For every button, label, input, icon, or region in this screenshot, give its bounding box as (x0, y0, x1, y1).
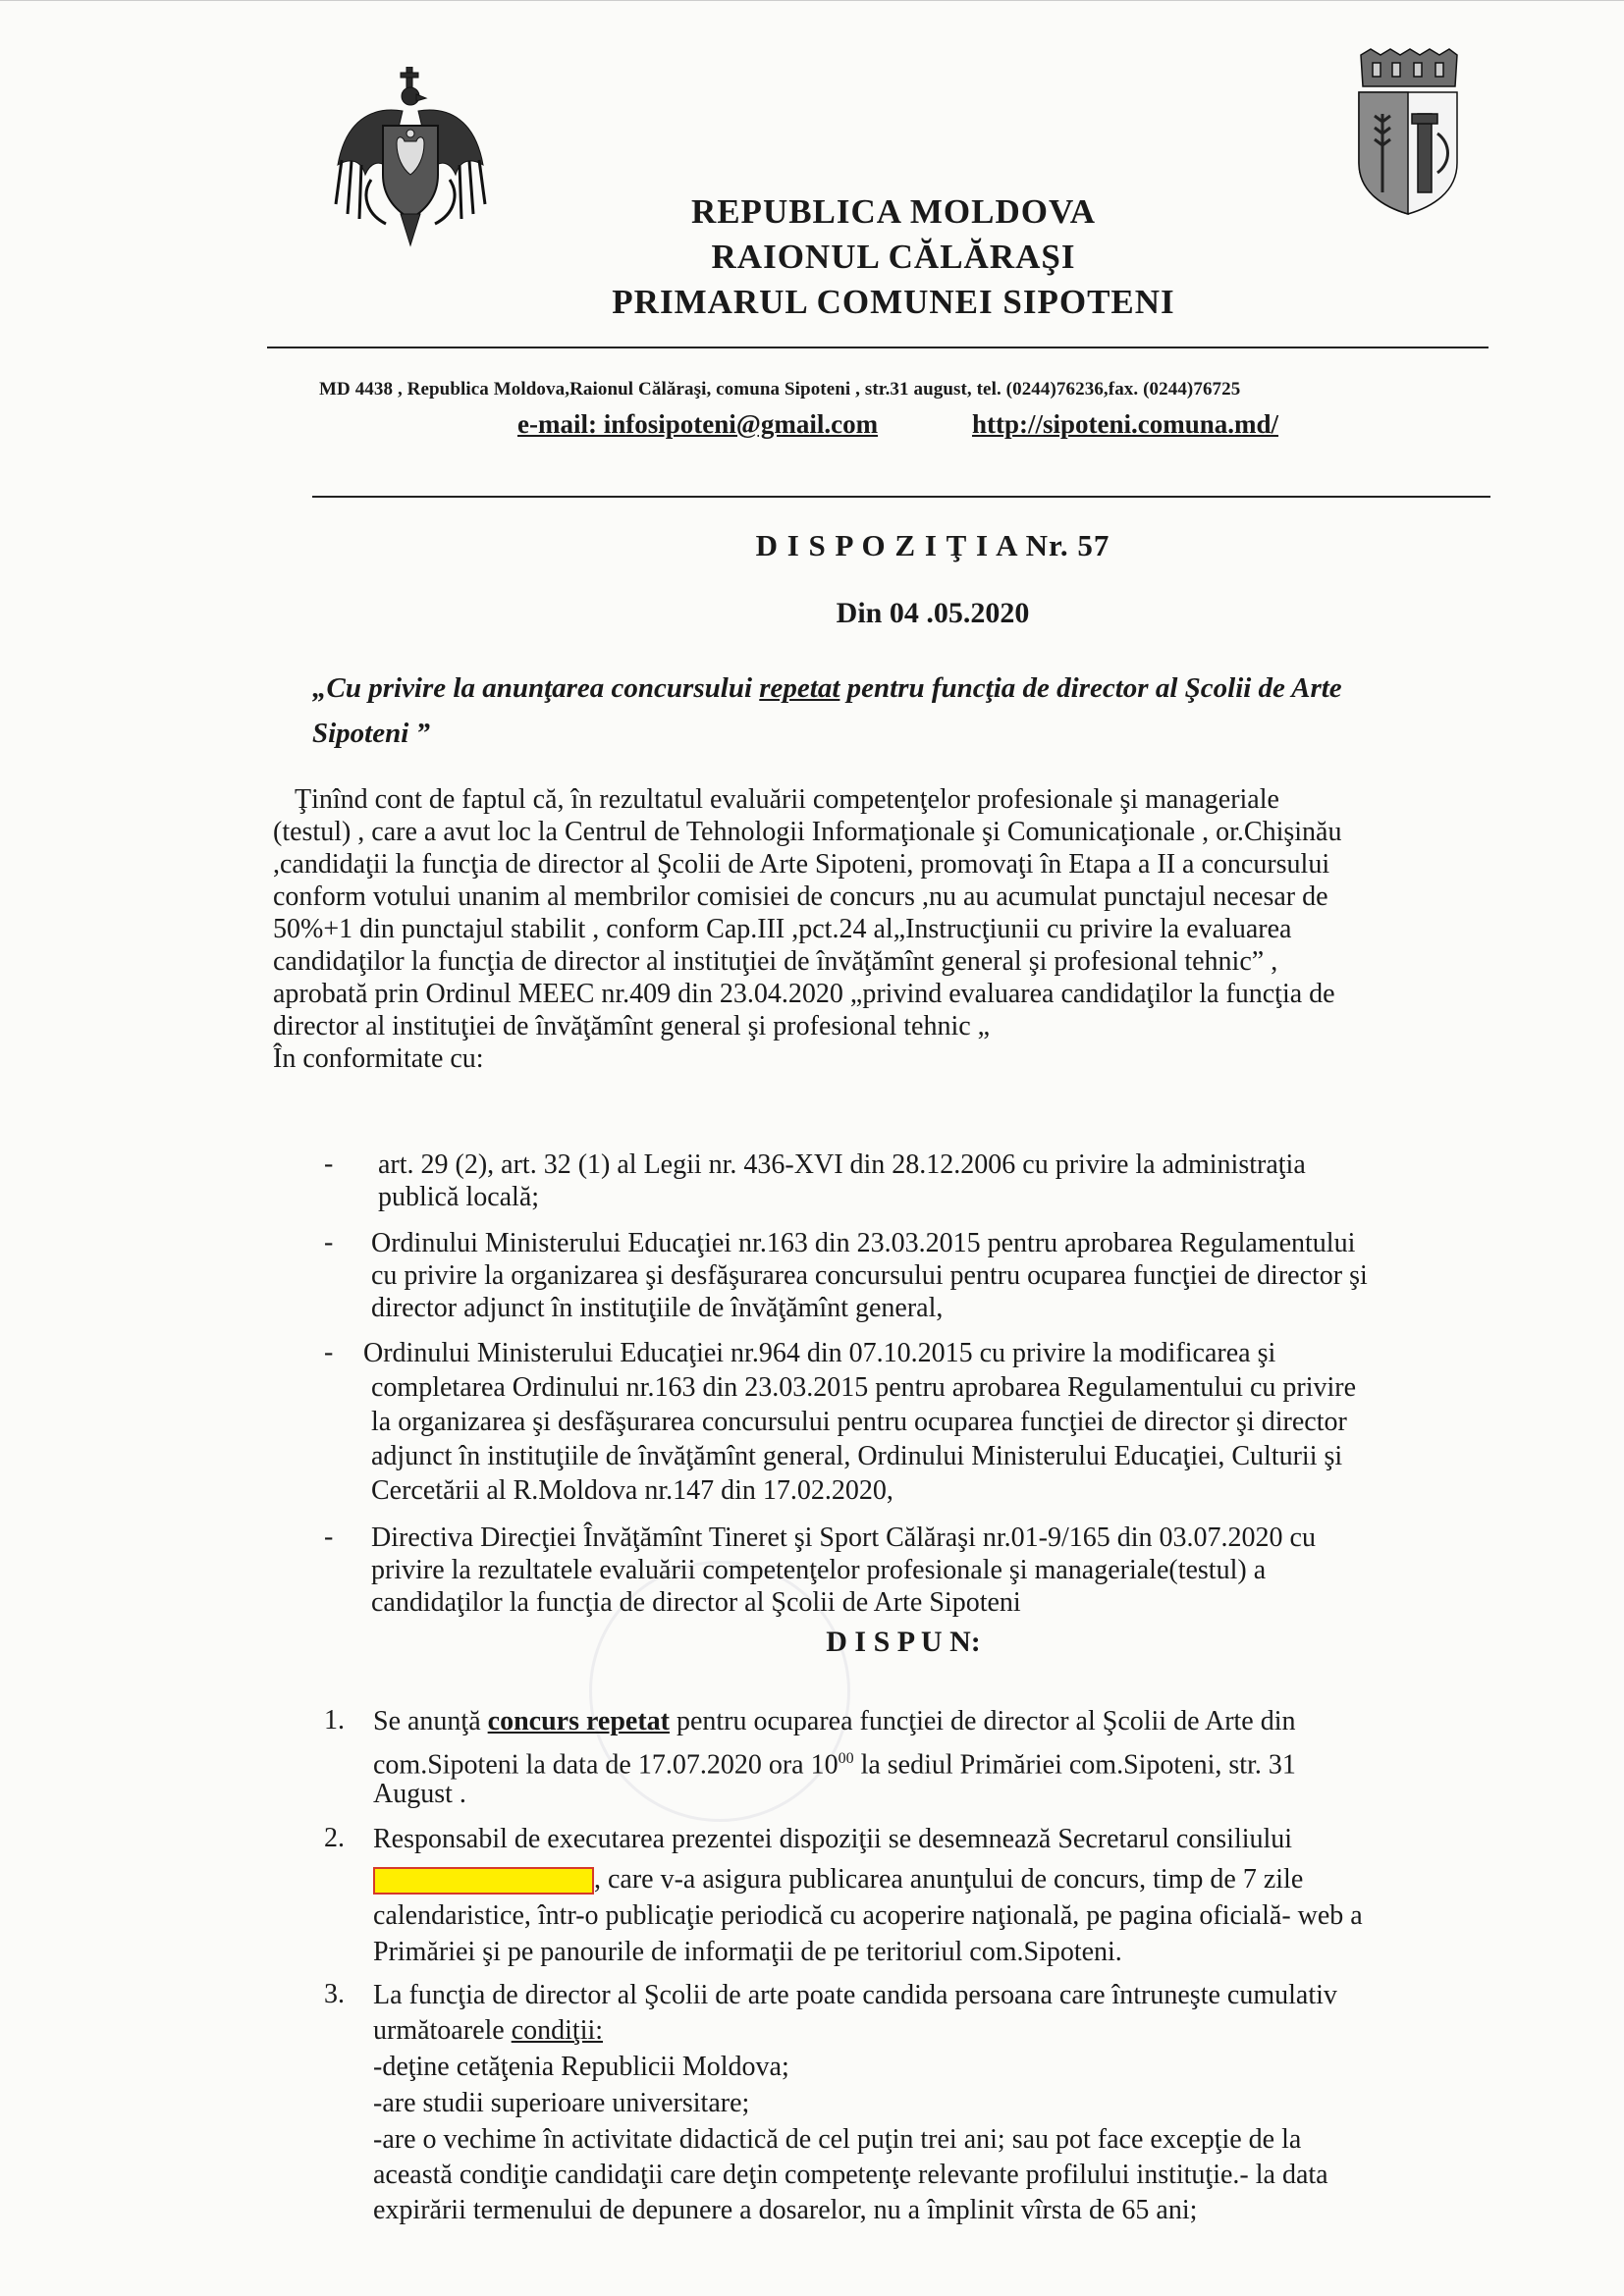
legal-line: art. 29 (2), art. 32 (1) al Legii nr. 436-XVI din 28.12.2006 cu privire la administraţia (378, 1149, 1306, 1180)
legal-line: Cercetării al R.Moldova nr.147 din 17.02.2020, (371, 1475, 893, 1506)
header-rule-bottom (312, 496, 1490, 498)
item-number: 3. (324, 1979, 345, 2009)
condition-line: -are studii superioare universitare; (373, 2088, 750, 2118)
item-1-text: Se anunţă (373, 1706, 488, 1736)
item-number: 1. (324, 1705, 345, 1735)
legal-line: completarea Ordinului nr.163 din 23.03.2015 pentru aprobarea Regulamentului cu privire (371, 1372, 1357, 1403)
item-3-conditions: condiţii: (511, 2015, 604, 2046)
legal-line: Ordinului Ministerului Educaţiei nr.964 din 07.10.2015 cu privire la modificarea şi (363, 1338, 1276, 1368)
intro-line: Ţinînd cont de faptul că, în rezultatul evaluării competenţelor profesionale şi manageriale (295, 784, 1279, 815)
item-1-date: com.Sipoteni la data de 17.07.2020 ora 10 (373, 1749, 839, 1781)
header-district: RAIONUL CĂLĂRAŞI (711, 238, 1076, 276)
item-number: 2. (324, 1823, 345, 1853)
redacted-name-box (373, 1867, 594, 1895)
list-dash: - (324, 1148, 334, 1179)
scan-edge (0, 0, 1624, 1)
item-1-line (373, 1705, 1296, 1737)
sipoteni-commune-crest-icon (1353, 45, 1463, 217)
item-2-line: Responsabil de executarea prezentei dispoziţii se desemnează Secretarul consiliului (373, 1824, 1293, 1854)
subject-underlined: repetat (759, 672, 840, 704)
item-2-line: , care v-a asigura publicarea anunţului de concurs, timp de 7 zile (594, 1864, 1304, 1895)
item-3-line: La funcţia de director al Şcolii de arte poate candida persoana care întruneşte cumulativ (373, 1980, 1337, 2010)
item-1-time-superscript: 00 (838, 1750, 854, 1767)
legal-line: director adjunct în instituţiile de învăţămînt general, (371, 1293, 944, 1323)
legal-line: Ordinului Ministerului Educaţiei nr.163 din 23.03.2015 pentru aprobarea Regulamentului (371, 1228, 1356, 1258)
item-1-emphasis: concurs repetat (487, 1706, 670, 1736)
intro-line: (testul) , care a avut loc la Centrul de Tehnologii Informaţionale şi Comunicaţionale , or.Chişinău (273, 817, 1342, 847)
condition-line: această condiţie candidaţii care deţin competenţe relevante profilului instituţie.- la data (373, 2160, 1328, 2190)
list-dash: - (324, 1227, 334, 1257)
moldova-coat-of-arms-icon (332, 67, 489, 248)
item-3-text: următoarele (373, 2015, 512, 2046)
item-2-line: calendaristice, într-o publicaţie periodică cu acoperire naţională, pe pagina oficială- web a (373, 1900, 1363, 1931)
legal-line: cu privire la organizarea şi desfăşurarea concursului pentru ocuparea funcţiei de director şi (371, 1260, 1368, 1291)
intro-line: director al instituţiei de învăţămînt general şi profesional tehnic „ (273, 1011, 991, 1041)
intro-line: conform votului unanim al membrilor comisiei de concurs ,nu au acumulat punctajul necesar de (273, 881, 1328, 912)
header-mayor: PRIMARUL COMUNEI SIPOTENI (612, 283, 1175, 321)
subject-post: pentru funcţia de director al Şcolii de Arte (839, 672, 1342, 704)
condition-line: expirării termenului de depunere a dosarelor, nu a împlinit vîrsta de 65 ani; (373, 2195, 1198, 2225)
item-1-line (373, 1742, 1296, 1781)
item-2-line: Primăriei şi pe panourile de informaţii de pe teritoriul com.Sipoteni. (373, 1937, 1122, 1967)
legal-line: adjunct în instituţiile de învăţămînt general, Ordinului Ministerului Educaţiei, Culturii şi (371, 1441, 1343, 1471)
document-subject (312, 666, 1569, 756)
header-address: MD 4438 , Republica Moldova,Raionul Călăraşi, comuna Sipoteni , str.31 august, tel. (0244)76236,fax. (0244)76725 (319, 379, 1241, 400)
legal-line: Directiva Direcţiei Învăţămînt Tineret şi Sport Călăraşi nr.01-9/165 din 03.07.2020 cu (371, 1522, 1316, 1553)
subject-pre: „Cu privire la anunţarea concursului (312, 672, 760, 704)
intro-line: ,candidaţii la funcţia de director al Şcolii de Arte Sipoteni, promovaţi în Etapa a II a concursului (273, 849, 1330, 880)
list-dash: - (324, 1522, 334, 1552)
item-1-location: la sediul Primăriei com.Sipoteni, str. 31 (853, 1749, 1296, 1781)
item-3-line (373, 2014, 603, 2047)
item-1-text: pentru ocuparea funcţiei de director al Şcolii de Arte din (669, 1706, 1296, 1736)
document-title: D I S P O Z I Ţ I A Nr. 57 (755, 528, 1110, 562)
document-date: Din 04 .05.2020 (836, 597, 1030, 629)
subject-line2: Sipoteni ” (312, 718, 431, 749)
website-link[interactable]: http://sipoteni.comuna.md/ (972, 409, 1279, 439)
item-1-line: August . (373, 1779, 466, 1809)
header-rule-top (267, 347, 1489, 348)
intro-line: aprobată prin Ordinul MEEC nr.409 din 23.04.2020 „privind evaluarea candidaţilor la funcţia de (273, 979, 1335, 1009)
header-country: REPUBLICA MOLDOVA (690, 192, 1097, 231)
intro-line: În conformitate cu: (273, 1043, 484, 1074)
list-dash: - (324, 1337, 334, 1367)
dispun-heading: D I S P U N: (826, 1626, 981, 1658)
legal-line: privire la rezultatele evaluării competenţelor profesionale şi manageriale(testul) a (371, 1555, 1267, 1585)
legal-line: publică locală; (378, 1182, 540, 1212)
condition-line: -are o vechime în activitate didactică de cel puţin trei ani; sau pot face excepţie de la (373, 2124, 1302, 2155)
condition-line: -deţine cetăţenia Republicii Moldova; (373, 2052, 789, 2082)
intro-line: candidaţilor la funcţia de director al instituţiei de învăţămînt general şi profesional tehnic” , (273, 946, 1278, 977)
legal-line: candidaţilor la funcţia de director al Şcolii de Arte Sipoteni (371, 1587, 1021, 1618)
legal-line: la organizarea şi desfăşurarea concursului pentru ocuparea funcţiei de director şi director (371, 1407, 1347, 1437)
intro-line: 50%+1 din punctajul stabilit , conform Cap.III ,pct.24 al„Instrucţiunii cu privire la evaluarea (273, 914, 1292, 944)
email-link[interactable]: e-mail: infosipoteni@gmail.com (517, 409, 879, 439)
